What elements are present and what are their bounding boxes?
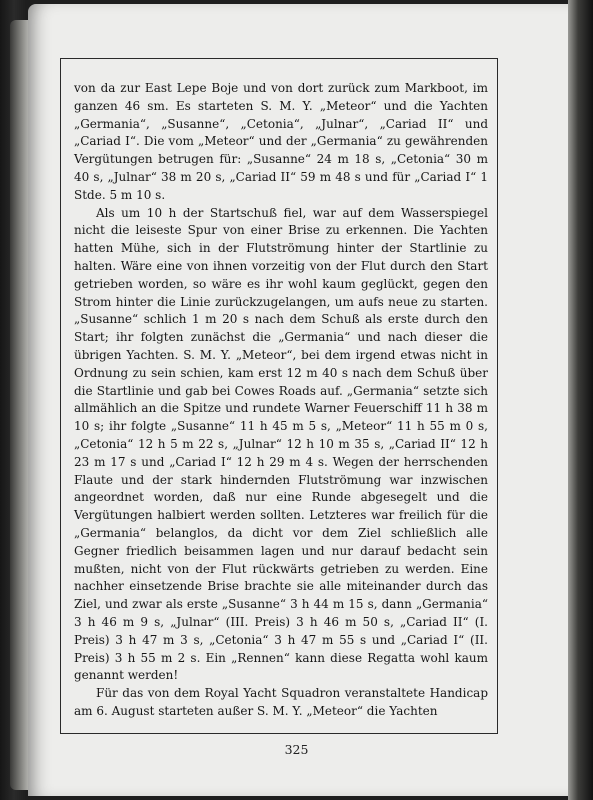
paragraph-1: von da zur East Lepe Boje und von dort zurück zum Markboot, im ganzen 46 sm. Es starteten S. M. Y. „Meteor“ und die Yachten „Germania“, „Susanne“, „Cetonia“, „Julnar“, „Cariad II“ und „Cariad I“. Die vom „Meteor“ und der „Germania“ zu gewährenden Vergütungen betrugen für: „Susanne“ 24 m 18 s, „Cetonia“ 30 m 40 s, „Julnar“ 38 m 20 s, „Cariad II“ 59 m 48 s und für „Cariad I“ 1 Stde. 5 m 10 s. — [74, 81, 488, 202]
paragraph-2: Als um 10 h der Startschuß fiel, war auf dem Wasserspiegel nicht die leiseste Spur von einer Brise zu erkennen. Die Yachten hatten Mühe, sich in der Flutströmung hinter der Startlinie zu halten. Wäre eine von ihnen vorzeitig von der Flut durch den Start getrieben worden, so wäre es ihr wohl kaum geglückt, gegen den Strom hinter die Linie zurückzugelangen, um aufs neue zu starten. „Susanne“ schlich 1 m 20 s nach dem Schuß als erste durch den Start; ihr folgten zunächst die „Germania“ und nach dieser die übrigen Yachten. S. M. Y. „Meteor“, bei dem irgend etwas nicht in Ordnung zu sein schien, kam erst 12 m 40 s nach dem Schuß über die Startlinie und gab bei Cowes Roads auf. „Germania“ setzte sich allmählich an die Spitze und rundete Warner Feuerschiff 11 h 38 m 10 s; ihr folgte „Susanne“ 11 h 45 m 5 s, „Meteor“ 11 h 55 m 0 s, „Cetonia“ 12 h 5 m 22 s, „Julnar“ 12 h 10 m 35 s, „Cariad II“ 12 h 23 m 17 s und „Cariad I“ 12 h 29 m 4 s. Wegen der herrschenden Flaute und der stark hindernden Flutströmung war inzwischen angeordnet worden, daß nur eine Runde abgesegelt und die Vergütungen halbiert werden sollten. Letzteres war freilich für die „Germania“ belanglos, da dicht vor dem Ziel schließlich alle Gegner friedlich beisammen lagen und nur darauf bedacht sein mußten, nicht von der Flut rückwärts getrieben zu werden. Eine nachher einsetzende Brise brachte sie alle miteinander durch das Ziel, und zwar als erste „Susanne“ 3 h 44 m 15 s, dann „Germania“ 3 h 46 m 9 s, „Julnar“ (III. Preis) 3 h 46 m 50 s, „Cariad II“ (I. Preis) 3 h 47 m 3 s, „Cetonia“ 3 h 47 m 55 s und „Cariad I“ (II. Preis) 3 h 55 m 2 s. Ein „Rennen“ kann diese Regatta wohl kaum genannt werden! — [74, 205, 488, 683]
paragraph-3: Für das von dem Royal Yacht Squadron veranstaltete Handicap am 6. August starteten außer S. M. Y. „Meteor“ die Yachten — [74, 686, 488, 718]
right-page-edge — [568, 0, 593, 800]
body-text — [74, 80, 488, 721]
page-number: 325 — [284, 742, 309, 757]
